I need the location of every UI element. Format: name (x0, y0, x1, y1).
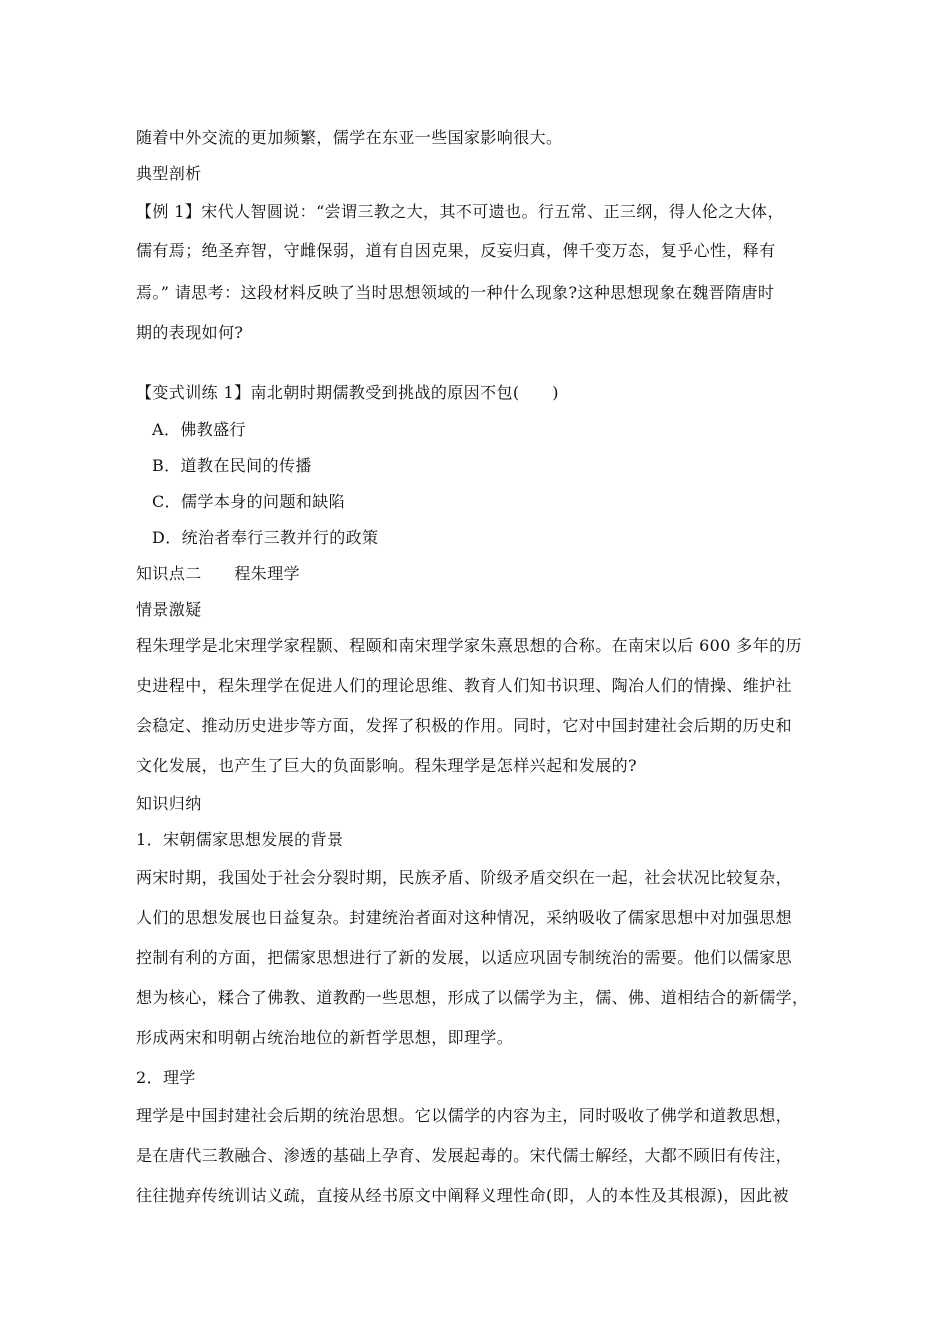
paragraph-line: 两宋时期，我国处于社会分裂时期，民族矛盾、阶级矛盾交织在一起，社会状况比较复杂， (136, 868, 793, 887)
example-line: 焉。” 请思考：这段材料反映了当时思想领域的一种什么现象?这种思想现象在魏晋隋唐时 (136, 283, 775, 302)
example-line: 【例 1】宋代人智圆说：“尝谓三教之大，其不可遗也。行五常、正三纲，得人伦之大体， (136, 202, 784, 221)
section-heading: 典型剖析 (136, 164, 202, 183)
paragraph-line: 人们的思想发展也日益复杂。封建统治者面对这种情况，采纳吸收了儒家思想中对加强思想 (136, 908, 793, 927)
paragraph-line: 史进程中，程朱理学在促进人们的理论思维、教育人们知书识理、陶冶人们的情操、维护社 (136, 676, 793, 695)
exercise-question: 【变式训练 1】南北朝时期儒教受到挑战的原因不包( ) (136, 383, 559, 402)
paragraph-line: 文化发展，也产生了巨大的负面影响。程朱理学是怎样兴起和发展的? (136, 756, 637, 775)
section-heading: 情景激疑 (136, 600, 202, 619)
subsection-heading: 1．宋朝儒家思想发展的背景 (136, 830, 344, 849)
paragraph-line: 控制有利的方面，把儒家思想进行了新的发展，以适应巩固专制统治的需要。他们以儒家思 (136, 948, 793, 967)
paragraph-line: 是在唐代三教融合、渗透的基础上孕育、发展起毒的。宋代儒士解经，大都不顾旧有传注， (136, 1146, 793, 1165)
subsection-heading: 2．理学 (136, 1068, 196, 1087)
knowledge-point-heading: 知识点二 程朱理学 (136, 564, 301, 583)
paragraph-line: 随着中外交流的更加频繁，儒学在东亚一些国家影响很大。 (136, 128, 563, 147)
paragraph-line: 程朱理学是北宋理学家程颢、程颐和南宋理学家朱熹思想的合称。在南宋以后 600 多年的历 (136, 636, 802, 655)
option-a: A．佛教盛行 (152, 420, 246, 439)
section-heading: 知识归纳 (136, 794, 202, 813)
paragraph-line: 形成两宋和明朝占统治地位的新哲学思想，即理学。 (136, 1028, 514, 1047)
paragraph-line: 想为核心，糅合了佛教、道教酌一些思想，形成了以儒学为主，儒、佛、道相结合的新儒学， (136, 988, 809, 1007)
option-b: B．道教在民间的传播 (152, 456, 312, 475)
example-line: 期的表现如何? (136, 323, 244, 342)
paragraph-line: 会稳定、推动历史进步等方面，发挥了积极的作用。同时，它对中国封建社会后期的历史和 (136, 716, 793, 735)
option-d: D．统治者奉行三教并行的政策 (152, 528, 379, 547)
example-line: 儒有焉；绝圣弃智，守雌保弱，道有自因克果，反妄归真，俾千变万态，复乎心性，释有 (136, 241, 776, 260)
paragraph-line: 理学是中国封建社会后期的统治思想。它以儒学的内容为主，同时吸收了佛学和道教思想， (136, 1106, 793, 1125)
paragraph-line: 往往抛弃传统训诂义疏，直接从经书原文中阐释义理性命(即，人的本性及其根源)，因此被 (136, 1186, 789, 1205)
option-c: C．儒学本身的问题和缺陷 (152, 492, 346, 511)
